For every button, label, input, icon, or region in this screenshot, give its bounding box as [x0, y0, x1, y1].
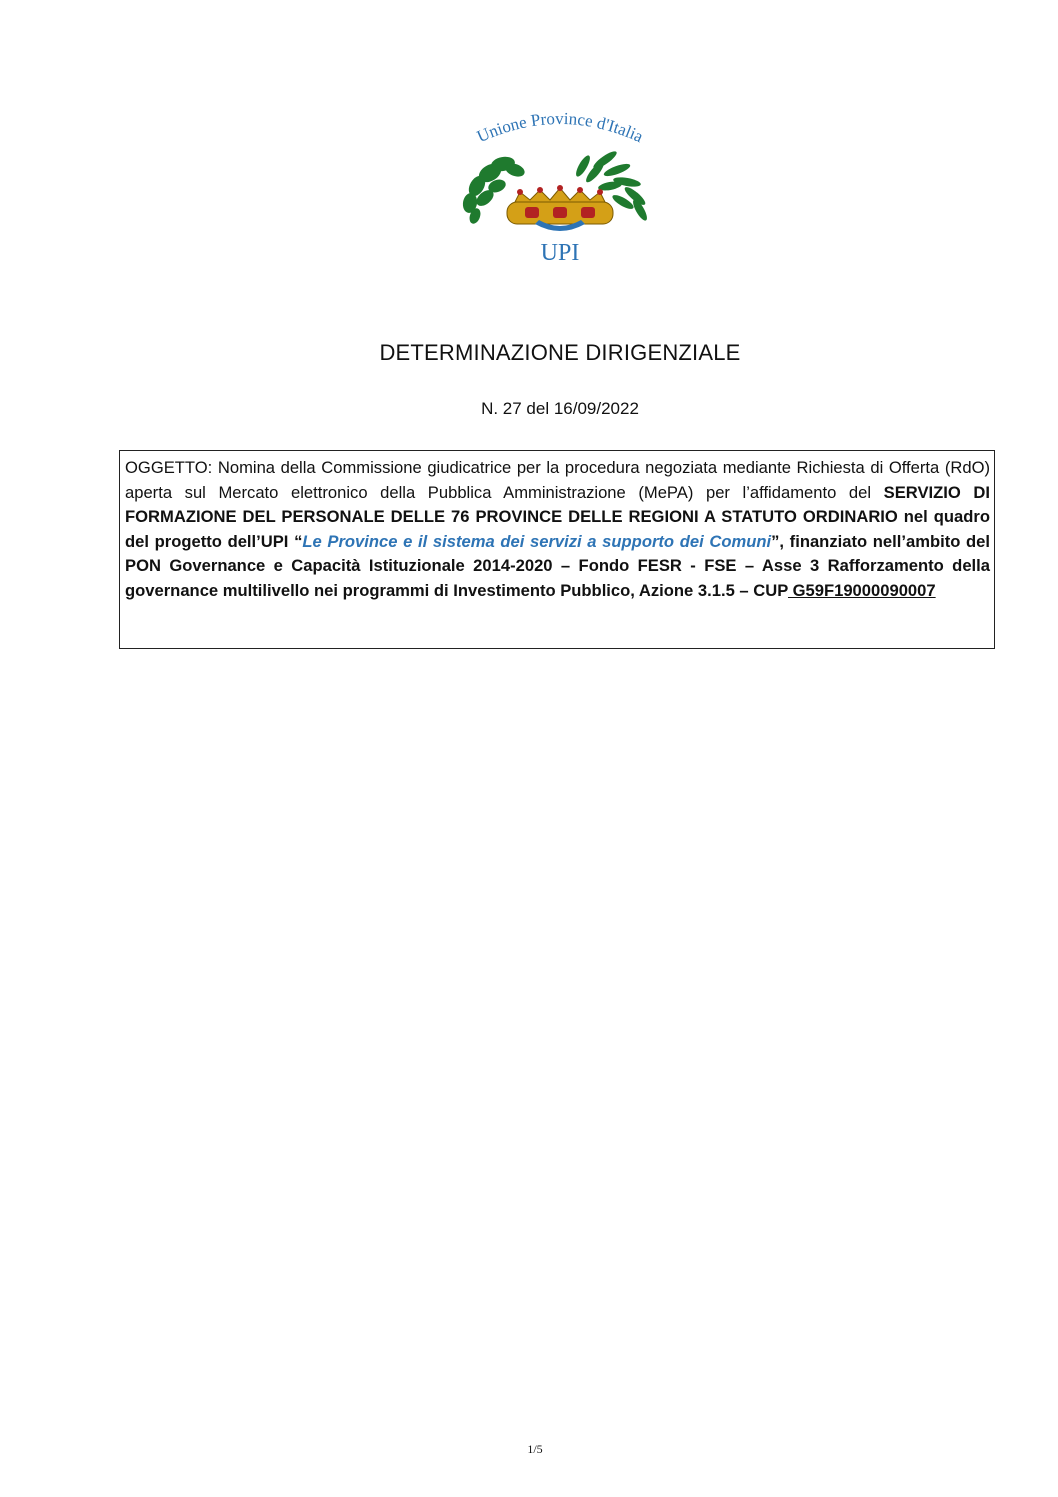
- cup-code: G59F19000090007: [787, 580, 936, 600]
- page-indicator: 1/5: [527, 1442, 543, 1456]
- logo-arc-text: Unione Province d'Italia: [474, 108, 647, 147]
- subject-box: [119, 450, 995, 649]
- logo-acronym: UPI: [540, 240, 580, 266]
- document-title: DETERMINAZIONE DIRIGENZIALE: [379, 340, 741, 365]
- subject-intro: OGGETTO: Nomina della Commissione giudicatrice per la procedura negoziata mediante Richiesta di Offerta (RdO) aperta sul Mercato elettronico della Pubblica Amministrazione (MePA) per l’affidamento del: [125, 458, 990, 502]
- subject-service: SERVIZIO DI FORMAZIONE DEL PERSONALE DELLE 76 PROVINCE DELLE REGIONI A STATUTO ORDINARIO nel quadro del progetto dell’UPI “: [125, 482, 990, 551]
- upi-logo: [455, 108, 665, 268]
- subject-funding: ”, finanziato nell’ambito del PON Governance e Capacità Istituzionale 2014-2020 – Fondo FESR - FSE – Asse 3 Rafforzamento della governance multilivello nei programmi di Investimento Pubblico, Azione 3.1.5 – CUP: [125, 531, 990, 600]
- svg-text:Unione Province d'Italia: [474, 109, 646, 146]
- determination-number: N. 27 del 16/09/2022: [481, 399, 639, 418]
- project-title: Le Province e il sistema dei servizi a supporto dei Comuni: [302, 531, 772, 551]
